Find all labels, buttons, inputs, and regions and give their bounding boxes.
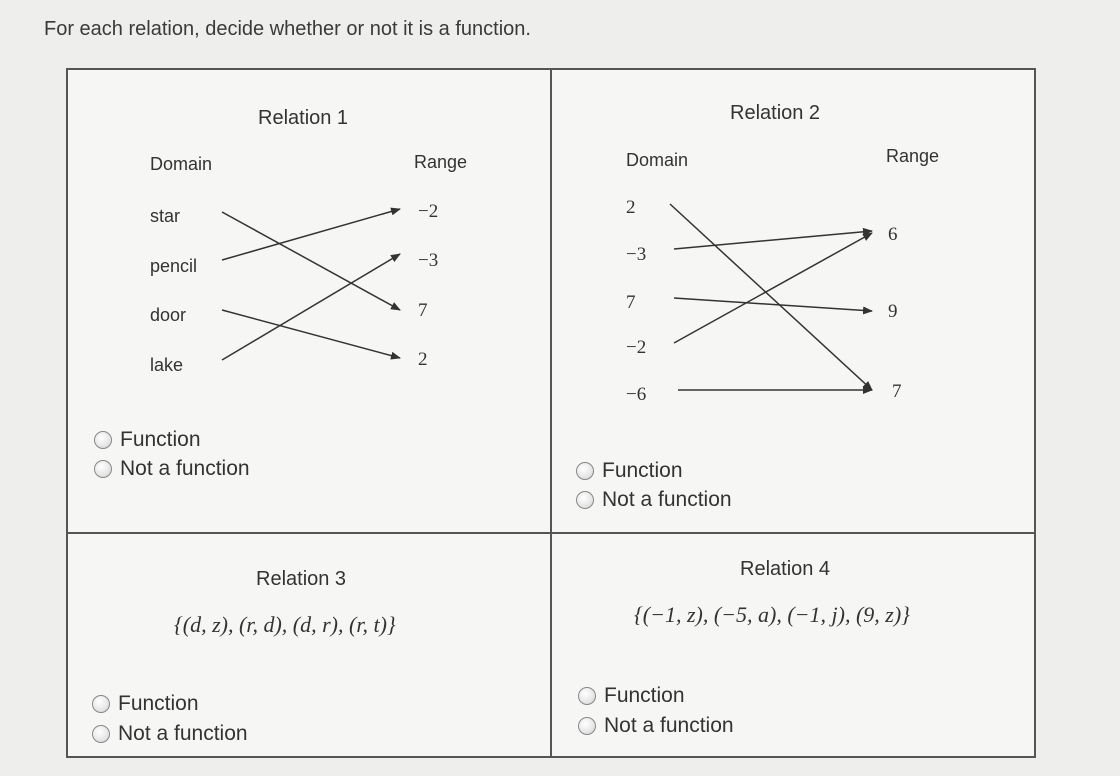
relation-2-domain-item: −3 [626,244,647,265]
relation-1-panel [68,70,550,532]
relation-1-arrow [222,310,400,358]
radio-button[interactable] [92,695,110,713]
radio-button[interactable] [578,717,596,735]
relation-3-option-function[interactable] [92,692,199,716]
option-label: Function [604,684,685,707]
relation-2-arrow [674,298,872,311]
relation-1-domain-item: door [150,305,187,325]
relation-1-domain-item: star [150,206,181,226]
relation-4-title: Relation 4 [740,558,831,580]
relation-1-option-not-function[interactable] [94,457,250,481]
relation-2-domain-label: Domain [626,150,689,170]
relation-2-range-label: Range [886,146,940,166]
radio-button[interactable] [92,725,110,743]
relation-2-domain-item: 7 [626,292,636,313]
relation-2-range-item: 9 [888,301,898,322]
relation-4-option-not-function[interactable] [578,714,734,738]
relation-1-arrow [222,209,400,260]
relation-2-option-not-function[interactable] [576,488,732,512]
relations-grid [66,68,1036,758]
radio-button[interactable] [576,462,594,480]
relation-2-range-item: 7 [892,381,902,402]
relation-2-panel [552,70,1036,532]
relation-2-arrow [670,204,872,390]
radio-button[interactable] [94,431,112,449]
relation-3-panel [68,534,550,756]
relation-1-range-item: −2 [418,201,439,222]
relation-2-range-item: 6 [888,224,898,245]
relation-1-range-label: Range [414,152,468,172]
relation-1-arrow [222,254,400,360]
instruction-text: For each relation, decide whether or not it is a function. [44,18,531,40]
relation-3-title: Relation 3 [256,568,347,590]
relation-1-range-item: 2 [418,349,428,370]
relation-1-range-item: 7 [418,300,428,321]
relation-4-option-function[interactable] [578,684,685,708]
relation-2-arrow [674,231,872,249]
relation-1-option-function[interactable] [94,428,201,452]
option-label: Function [602,459,683,482]
option-label: Not a function [604,714,734,737]
option-label: Function [120,428,201,451]
relation-1-domain-item: lake [150,355,184,375]
relation-1-arrow [222,212,400,310]
option-label: Function [118,692,199,715]
relation-1-domain-item: pencil [150,256,198,276]
radio-button[interactable] [94,460,112,478]
relation-2-arrow [674,233,872,343]
radio-button[interactable] [576,491,594,509]
relation-2-domain-item: −2 [626,337,647,358]
relation-2-domain-item: 2 [626,197,636,218]
relation-1-domain-label: Domain [150,154,213,174]
relation-3-set: {(d, z), (r, d), (d, r), (r, t)} [174,612,396,637]
radio-button[interactable] [578,687,596,705]
relation-2-domain-item: −6 [626,384,647,405]
relation-4-panel [552,534,1036,756]
option-label: Not a function [120,457,250,480]
relation-1-title: Relation 1 [258,107,349,129]
relation-3-option-not-function[interactable] [92,722,248,746]
option-label: Not a function [602,488,732,511]
option-label: Not a function [118,722,248,745]
relation-4-set: {(−1, z), (−5, a), (−1, j), (9, z)} [634,602,910,627]
relation-1-range-item: −3 [418,250,439,271]
relation-2-title: Relation 2 [730,102,821,124]
relation-2-option-function[interactable] [576,459,683,483]
